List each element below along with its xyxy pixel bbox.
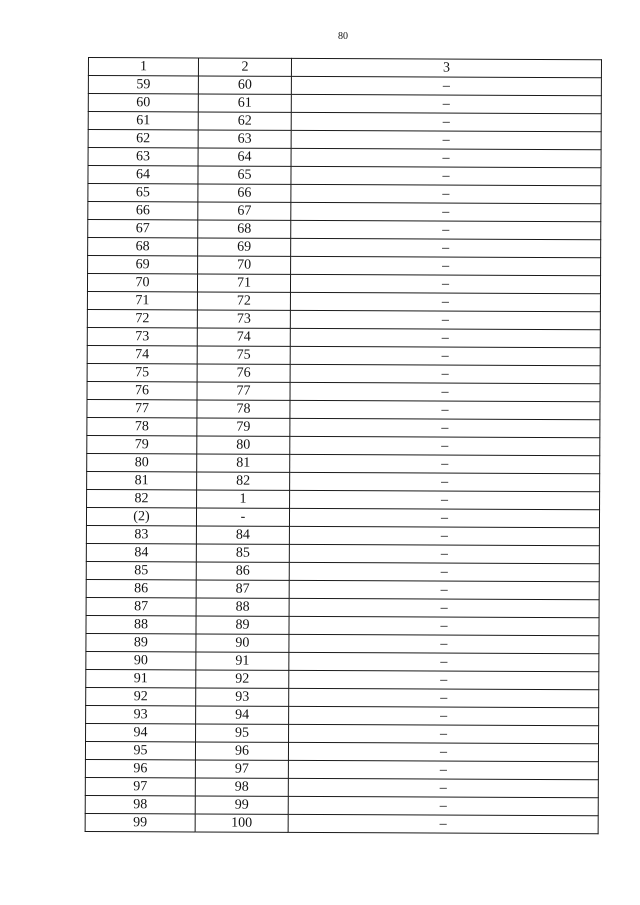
table-row — [87, 309, 600, 329]
table-cell-col-2: 75 — [197, 346, 290, 364]
table-cell-col-2: 61 — [198, 94, 291, 112]
table-header-row — [88, 58, 601, 78]
table-cell-col-2: 64 — [198, 148, 291, 166]
table-cell-col-1: 75 — [87, 363, 197, 381]
table-cell-col-2: 84 — [196, 526, 289, 544]
table-cell-col-1: 72 — [87, 309, 197, 327]
table-cell-col-3: – — [289, 634, 599, 653]
table-cell-col-3: – — [289, 544, 599, 563]
table-cell-col-2: 97 — [195, 760, 288, 778]
table-row — [88, 238, 601, 258]
table-cell-col-1: 96 — [85, 759, 195, 777]
column-header-2: 2 — [198, 58, 291, 76]
table-cell-col-3: – — [291, 148, 601, 167]
table-cell-col-1: 73 — [87, 327, 197, 345]
table-cell-col-1: 80 — [87, 453, 197, 471]
table-cell-col-3: – — [289, 724, 599, 743]
table-cell-col-1: 76 — [87, 381, 197, 399]
table-cell-col-2: 92 — [196, 670, 289, 688]
table-row — [88, 130, 601, 150]
table-cell-col-3: – — [289, 598, 599, 617]
table-cell-col-1: 87 — [86, 597, 196, 615]
table-cell-col-2: 85 — [196, 544, 289, 562]
table-cell-col-1: 79 — [87, 435, 197, 453]
table-cell-col-1: 71 — [87, 291, 197, 309]
table-cell-col-2: 95 — [196, 724, 289, 742]
table-row — [85, 813, 598, 833]
table-row — [85, 741, 598, 761]
table-cell-col-2: 100 — [195, 814, 288, 832]
table-row — [86, 561, 599, 581]
table-cell-col-2: 90 — [196, 634, 289, 652]
table-cell-col-1: 60 — [88, 94, 198, 112]
table-cell-col-1: 91 — [86, 669, 196, 687]
table-cell-col-1: 61 — [88, 112, 198, 130]
column-header-1: 1 — [88, 58, 198, 76]
table-cell-col-3: – — [291, 238, 601, 257]
table-cell-col-3: – — [289, 616, 599, 635]
table-cell-col-1: 98 — [85, 795, 195, 813]
table-cell-col-1: 92 — [86, 687, 196, 705]
table-cell-col-1: 78 — [87, 417, 197, 435]
table-cell-col-1: 89 — [86, 633, 196, 651]
table-row — [86, 543, 599, 563]
table-cell-col-2: 63 — [198, 130, 291, 148]
table-cell-col-2: 78 — [197, 400, 290, 418]
table-cell-col-3: – — [291, 256, 601, 275]
table-cell-col-2: 88 — [196, 598, 289, 616]
table-cell-col-2: - — [196, 508, 289, 526]
table-cell-col-1: 59 — [88, 76, 198, 94]
table-cell-col-3: – — [290, 454, 600, 473]
table-cell-col-3: – — [288, 742, 598, 761]
table-row — [87, 327, 600, 347]
table-cell-col-1: 93 — [86, 705, 196, 723]
table-cell-col-2: 89 — [196, 616, 289, 634]
table-cell-col-1: 64 — [88, 166, 198, 184]
table-cell-col-3: – — [291, 130, 601, 149]
table-row — [88, 166, 601, 186]
table-cell-col-2: 72 — [197, 292, 290, 310]
table-cell-col-2: 60 — [198, 76, 291, 94]
table-row — [86, 579, 599, 599]
table-cell-col-3: – — [290, 310, 600, 329]
table-cell-col-3: – — [289, 508, 599, 527]
table-cell-col-2: 70 — [198, 256, 291, 274]
table-row — [88, 148, 601, 168]
table-cell-col-3: – — [290, 274, 600, 293]
table-cell-col-3: – — [289, 580, 599, 599]
table-row — [86, 669, 599, 689]
table-cell-col-3: – — [290, 292, 600, 311]
table-cell-col-2: 69 — [198, 238, 291, 256]
table-cell-col-3: – — [291, 166, 601, 185]
data-table — [85, 57, 602, 834]
table-cell-col-3: – — [289, 526, 599, 545]
table-cell-col-2: 80 — [197, 436, 290, 454]
table-cell-col-1: 86 — [86, 579, 196, 597]
table-row — [88, 112, 601, 132]
table-cell-col-3: – — [289, 688, 599, 707]
table-row — [88, 202, 601, 222]
table-row — [86, 705, 599, 725]
table-cell-col-1: (2) — [86, 507, 196, 525]
table-cell-col-3: – — [291, 94, 601, 113]
table-cell-col-3: – — [289, 562, 599, 581]
table-cell-col-2: 67 — [198, 202, 291, 220]
table-row — [88, 94, 601, 114]
table-cell-col-1: 82 — [87, 489, 197, 507]
table-body — [85, 76, 601, 834]
table-cell-col-3: – — [291, 220, 601, 239]
table-cell-col-2: 68 — [198, 220, 291, 238]
table-row — [86, 633, 599, 653]
table-row — [86, 687, 599, 707]
table-row — [87, 345, 600, 365]
table-row — [86, 525, 599, 545]
table-row — [85, 759, 598, 779]
table-cell-col-2: 76 — [197, 364, 290, 382]
table-row — [87, 453, 600, 473]
table-cell-col-1: 68 — [88, 238, 198, 256]
table-cell-col-3: – — [290, 436, 600, 455]
table-cell-col-3: – — [290, 328, 600, 347]
table-cell-col-2: 82 — [197, 472, 290, 490]
table-cell-col-1: 88 — [86, 615, 196, 633]
table-cell-col-3: – — [291, 202, 601, 221]
table-cell-col-1: 74 — [87, 345, 197, 363]
table-cell-col-3: – — [291, 76, 601, 95]
table-cell-col-3: – — [290, 346, 600, 365]
table-cell-col-3: – — [288, 778, 598, 797]
table-cell-col-1: 85 — [86, 561, 196, 579]
table-cell-col-1: 81 — [87, 471, 197, 489]
page-number: 80 — [338, 31, 348, 42]
table-cell-col-2: 62 — [198, 112, 291, 130]
table-cell-col-1: 83 — [86, 525, 196, 543]
table-cell-col-2: 77 — [197, 382, 290, 400]
table-cell-col-1: 62 — [88, 130, 198, 148]
table-cell-col-2: 65 — [198, 166, 291, 184]
table-cell-col-3: – — [289, 670, 599, 689]
table-row — [86, 723, 599, 743]
table-cell-col-3: – — [291, 184, 601, 203]
column-header-3: 3 — [291, 58, 601, 77]
table-row — [87, 274, 600, 294]
table-cell-col-1: 70 — [87, 274, 197, 292]
table-cell-col-2: 99 — [195, 796, 288, 814]
table-row — [87, 471, 600, 491]
table-cell-col-3: – — [290, 400, 600, 419]
table-cell-col-3: – — [290, 418, 600, 437]
table-cell-col-1: 65 — [88, 184, 198, 202]
table-row — [87, 381, 600, 401]
table-cell-col-2: 81 — [197, 454, 290, 472]
table-row — [85, 777, 598, 797]
table-cell-col-2: 87 — [196, 580, 289, 598]
table-cell-col-2: 79 — [197, 418, 290, 436]
table-cell-col-3: – — [288, 760, 598, 779]
table-cell-col-2: 93 — [196, 688, 289, 706]
table-cell-col-3: – — [290, 490, 600, 509]
table-row — [87, 399, 600, 419]
table-cell-col-2: 66 — [198, 184, 291, 202]
table-cell-col-1: 84 — [86, 543, 196, 561]
table-cell-col-3: – — [290, 472, 600, 491]
table-row — [88, 256, 601, 276]
table-cell-col-3: – — [289, 652, 599, 671]
table-cell-col-2: 96 — [195, 742, 288, 760]
table-cell-col-3: – — [289, 706, 599, 725]
table-cell-col-2: 91 — [196, 652, 289, 670]
table-cell-col-1: 77 — [87, 399, 197, 417]
table-cell-col-2: 74 — [197, 328, 290, 346]
table-cell-col-3: – — [290, 364, 600, 383]
table-row — [87, 489, 600, 509]
table-row — [88, 220, 601, 240]
table-cell-col-1: 99 — [85, 813, 195, 831]
table-cell-col-2: 71 — [197, 274, 290, 292]
table-cell-col-2: 94 — [196, 706, 289, 724]
table-cell-col-1: 67 — [88, 220, 198, 238]
table-cell-col-2: 98 — [195, 778, 288, 796]
table-cell-col-1: 63 — [88, 148, 198, 166]
table-row — [85, 795, 598, 815]
table-row — [87, 363, 600, 383]
table-row — [87, 435, 600, 455]
table-cell-col-1: 90 — [86, 651, 196, 669]
table-cell-col-3: – — [290, 382, 600, 401]
table-row — [87, 291, 600, 311]
table-row — [86, 597, 599, 617]
table-row — [88, 184, 601, 204]
table-cell-col-1: 97 — [85, 777, 195, 795]
table-cell-col-2: 1 — [197, 490, 290, 508]
table-cell-col-2: 73 — [197, 310, 290, 328]
table-row — [86, 651, 599, 671]
table-cell-col-1: 95 — [85, 741, 195, 759]
table-cell-col-1: 69 — [88, 256, 198, 274]
table-row — [88, 76, 601, 96]
table-cell-col-3: – — [291, 112, 601, 131]
table-cell-col-1: 94 — [86, 723, 196, 741]
table-cell-col-1: 66 — [88, 202, 198, 220]
table-cell-col-3: – — [288, 814, 598, 833]
table-cell-col-2: 86 — [196, 562, 289, 580]
table-row — [86, 615, 599, 635]
table-row — [87, 417, 600, 437]
table-row — [86, 507, 599, 527]
table-cell-col-3: – — [288, 796, 598, 815]
